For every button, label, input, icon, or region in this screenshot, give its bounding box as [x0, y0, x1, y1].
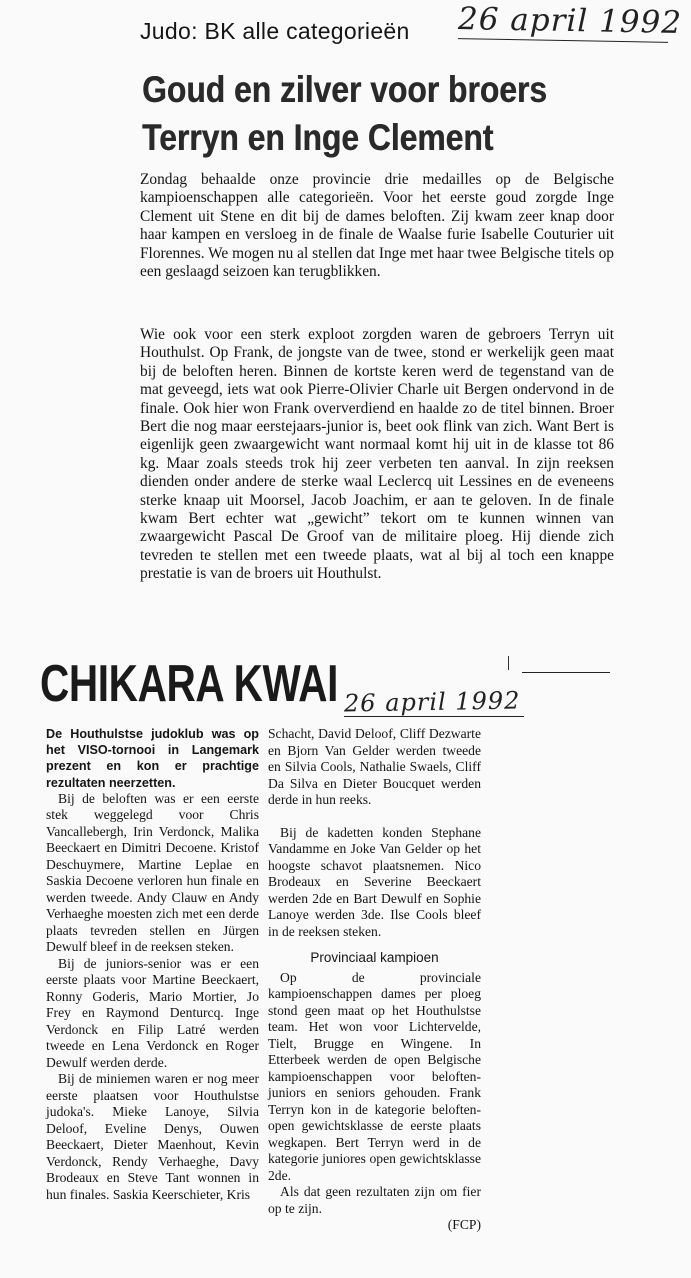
header-rule: [522, 672, 610, 673]
paragraph-provinciaal: Op de provinciale kampioenschappen dames per ploeg stond geen maat op het Houthulstse team. Het won voor Lichtervelde, Tielt, Brugge en Wingene. In Etterbeek werden de open Belgische kampioenschappen voor beloften-juniors en seniors gehouden. Frank Terryn kon in de kategorie beloften- open gewichtsklasse de eerste plaats wegkapen. Bert Terryn werd in de kategorie juniores open gewichtsklasse 2de.: [268, 969, 481, 1183]
lead-paragraph: De Houthulstse judoklub was op het VISO-tornooi in Langemark prezent en kon er prachtige rezultaten neerzetten.: [46, 727, 259, 790]
column-left: [46, 726, 259, 1203]
paragraph-juniors: Bij de juniors-senior was er een eerste plaats voor Martine Beeckaert, Ronny Goderis, Mario Mortier, Jo Frey en Raymond Denturcq. Inge Verdonck en Filip Latré werden tweede en Lena Verdonck en Roger Dewulf werden derde.: [46, 955, 259, 1070]
paragraph-closing: Als dat geen rezultaten zijn om fier op te zijn.: [268, 1184, 481, 1216]
paragraph-text: Zondag behaalde onze provincie drie medailles op de Belgische kampioenschappen alle categorieën. Voor het eerste goud zorgde Inge Clement uit Stene en dit bij de dames beloften. Zij kwam zeer knap door haar kampen en versloeg in de finale de Waalse furie Isabelle Couturier uit Florennes. We mogen nu al stellen dat Inge met haar twee Belgische titels op een geslaagd seizoen kan terugblikken.: [140, 171, 614, 281]
paragraph-continued: Schacht, David Deloof, Cliff Dezwarte en Bjorn Van Gelder werden tweede en Silvia Cools, Nathalie Swaels, Cliff Da Silva en Dieter Boucquet werden derde in hun reeks.: [268, 726, 481, 807]
rule-tick: [508, 656, 509, 670]
paragraph-beloften: Bij de beloften was er een eerste stek weggelegd voor Chris Vancallebergh, Irin Verdonck, Malika Beeckaert en Dimitri Decoene. Kristof Deschuymere, Martine Leplae en Saskia Decoene verloren hun finale en werden tweede. Andy Clauw en Andy Verhaeghe moesten zich met een derde plaats tevreden stellen en Jürgen Dewulf bleef in de reeksen steken.: [46, 790, 259, 955]
paragraph-kadetten: Bij de kadetten konden Stephane Vandamme en Joke Van Gelder op het hoogste schavot plaatsnemen. Nico Brodeaux en Severine Beeckaert werden 2de en Bart Dewulf en Sophie Lanoye werden 3de. Ilse Cools bleef in de reeksen steken.: [268, 824, 481, 939]
headline-line-1: Goud en zilver voor broers: [142, 69, 547, 110]
headline-line-2: Terryn en Inge Clement: [142, 117, 494, 158]
article-paragraph-2: [140, 326, 614, 584]
paragraph-miniemen: Bij de miniemen waren er nog meer eerste plaatsen voor Houthulstse judoka's. Mieke Lanoye, Silvia Deloof, Eveline Denys, Ouwen Beeckaert, Dieter Maenhout, Kevin Verdonck, Rendy Verhaeghe, Davy Brodeaux en Steve Tant wonnen in hun finales. Saskia Keerschieter, Kris: [46, 1071, 259, 1202]
headline: [142, 66, 572, 162]
handwritten-date: 26 april 1992: [457, 1, 683, 41]
article-kicker: Judo: BK alle categorieën: [140, 18, 410, 44]
column-right: [268, 726, 481, 1234]
date-underline-2: [344, 716, 524, 717]
handwritten-date-2: 26 april 1992: [343, 686, 521, 718]
subheading: Provinciaal kampioen: [310, 950, 439, 965]
paragraph-text: Wie ook voor een sterk exploot zorgden waren de gebroers Terryn uit Houthulst. Op Frank, de jongste van de twee, stond er werkelijk geen maat bij de beloften heren. Binnen de kortste keren werd de tegenstand van de mat geveegd, iets wat ook Pierre-Olivier Charle uit Bergen ondervond in de finale. Ook hier won Frank oververdiend en haalde zo de titel binnen. Broer Bert die nog maar eerstejaars-junior is, beet ook flink van zich. Want Bert is eigenlijk geen zwaargewicht want normaal komt hij uit in de klasse tot 86 kg. Maar zoals steeds trok hij zeer verbeten ten aanval. In zijn reeksen dienden onder andere de sterke waal Leclercq uit Lessines en de eveneens sterke knaap uit Moorsel, Jacob Joachim, er aan te geloven. In de finale kwam Bert echter wat „gewicht” tekort om te kunnen winnen van zwaargewicht Pascal De Groof van de militaire ploeg. Hij diende zich tevreden te stellen met een tweede plaats, wat al bij al toch een knappe prestatie is van de broers uit Houthulst.: [140, 326, 614, 583]
section-headline: CHIKARA KWAI: [40, 655, 338, 713]
article-paragraph-1: [140, 171, 614, 281]
author-signoff: (FCP): [447, 1217, 481, 1232]
